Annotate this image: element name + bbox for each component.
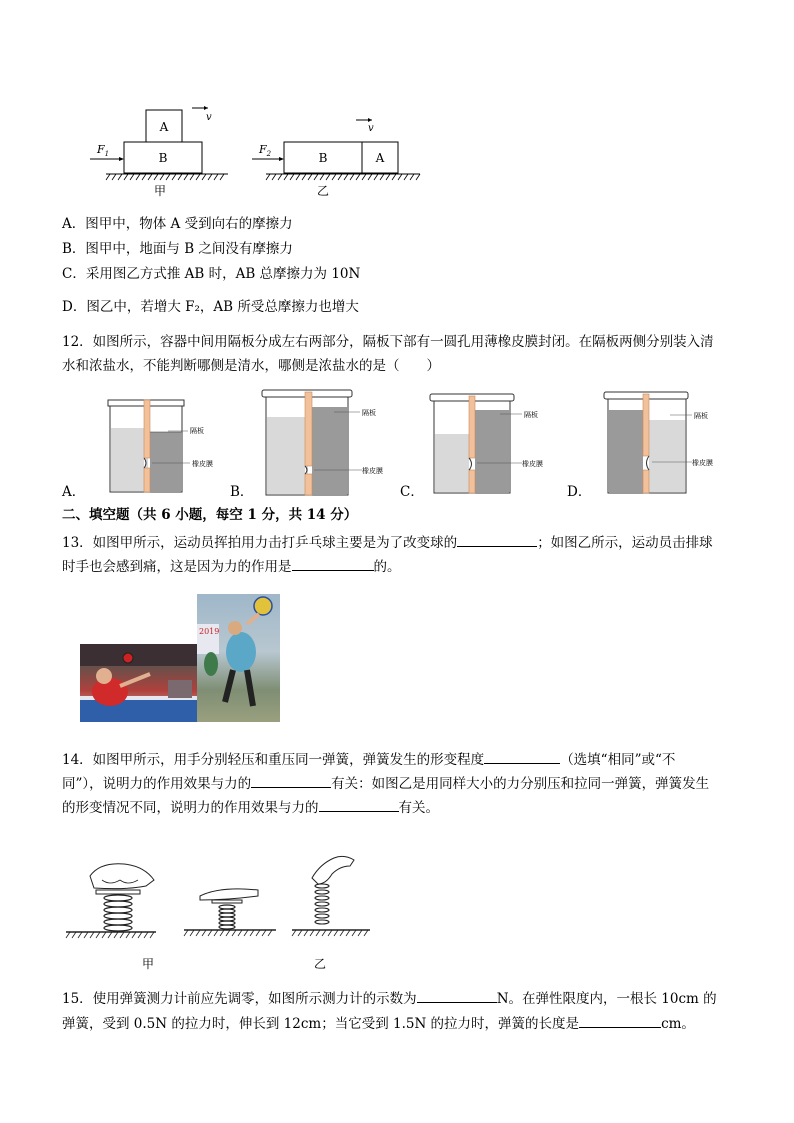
q13-blank-2[interactable] [292,556,374,571]
q15-blank-2[interactable] [579,1013,661,1028]
q13-line1: 13．如图甲所示，运动员挥拍用力击打乒乓球主要是为了改变球的 ；如图乙所示，运动员击排球 [62,532,713,553]
q11-option-d: D．图乙中，若增大 F₂，AB 所受总摩擦力也增大 [62,299,359,315]
q12-option-d-label: D． [567,484,592,500]
q12-option-b-label: B． [230,484,254,500]
svg-text:橡皮膜: 橡皮膜 [692,459,713,467]
svg-text:隔板: 隔板 [190,427,204,435]
q15-line2: 弹簧，受到 0.5N 的拉力时，伸长到 12cm；当它受到 1.5N 的拉力时，弹簧的长度是 cm。 [62,1013,695,1034]
svg-text:隔板: 隔板 [524,411,538,419]
spring-figure [62,850,382,975]
svg-text:橡皮膜: 橡皮膜 [192,460,213,468]
q14-blank-3[interactable] [319,797,399,812]
spring-heavy-press [184,889,276,936]
spring-pulled [292,856,370,936]
svg-text:隔板: 隔板 [694,412,708,420]
block-a-label: A [159,120,169,134]
q12-stem-line1: 12．如图所示，容器中间用隔板分成左右两部分，隔板下部有一圆孔用薄橡皮膜封闭。在隔板两侧分别装入清 [62,334,714,350]
spring-light-press [66,864,156,938]
svg-text:橡皮膜: 橡皮膜 [522,460,543,468]
svg-text:v: v [368,123,374,134]
q14-blank-2[interactable] [251,773,331,788]
container-a-figure [106,396,226,496]
fig-yi-caption: 乙 [316,184,330,198]
q14-blank-1[interactable] [484,749,560,764]
q11-figure [80,100,440,200]
q12-option-c-label: C． [400,484,424,500]
spring-jia-caption: 甲 [141,957,155,971]
container-b-figure [258,388,398,498]
q14-line2: 同”），说明力的作用效果与力的 有关：如图乙是用同样大小的力分别压和拉同一弹簧，弹簧发生 [62,773,709,794]
volleyball-photo [197,594,280,722]
block-b-label: B [158,151,168,165]
spring-yi-caption: 乙 [313,957,327,971]
container-d-figure [600,390,730,496]
q14-line3: 的形变情况不同，说明力的作用效果与力的 有关。 [62,797,439,818]
q12-option-a-label: A． [62,484,86,500]
q12-stem-line2: 水和浓盐水，不能判断哪侧是清水，哪侧是浓盐水的是（ ） [62,358,440,374]
force-f1-label: $F_1$ [97,143,110,158]
q13-blank-1[interactable] [457,532,537,547]
svg-text:橡皮膜: 橡皮膜 [362,467,383,475]
svg-text:B: B [318,151,328,165]
q14-line1: 14．如图甲所示，用手分别轻压和重压同一弹簧，弹簧发生的形变程度 （选填“相同”或“不 [62,749,675,770]
q11-option-c: C．采用图乙方式推 AB 时，AB 总摩擦力为 10N [62,266,361,282]
section-two-title: 二、填空题（共 6 小题，每空 1 分，共 14 分） [62,507,358,523]
container-c-figure [428,392,568,496]
fig-jia-caption: 甲 [153,184,167,198]
svg-text:隔板: 隔板 [362,409,376,417]
q13-line2: 时手也会感到痛，这是因为力的作用是 的。 [62,556,401,577]
q11-option-a: A．图甲中，物体 A 受到向右的摩擦力 [62,216,293,232]
table-tennis-photo [80,644,198,722]
force-f2-label: $F_2$ [259,143,272,158]
q11-option-b: B．图甲中，地面与 B 之间没有摩擦力 [62,241,293,257]
velocity-label: v [206,112,212,123]
q15-line1: 15．使用弹簧测力计前应先调零，如图所示测力计的示数为 N。在弹性限度内，一根长 10cm 的 [62,988,717,1009]
q15-blank-1[interactable] [417,988,497,1003]
svg-text:A: A [375,151,385,165]
photo-banner-text: 2019 [199,627,220,636]
